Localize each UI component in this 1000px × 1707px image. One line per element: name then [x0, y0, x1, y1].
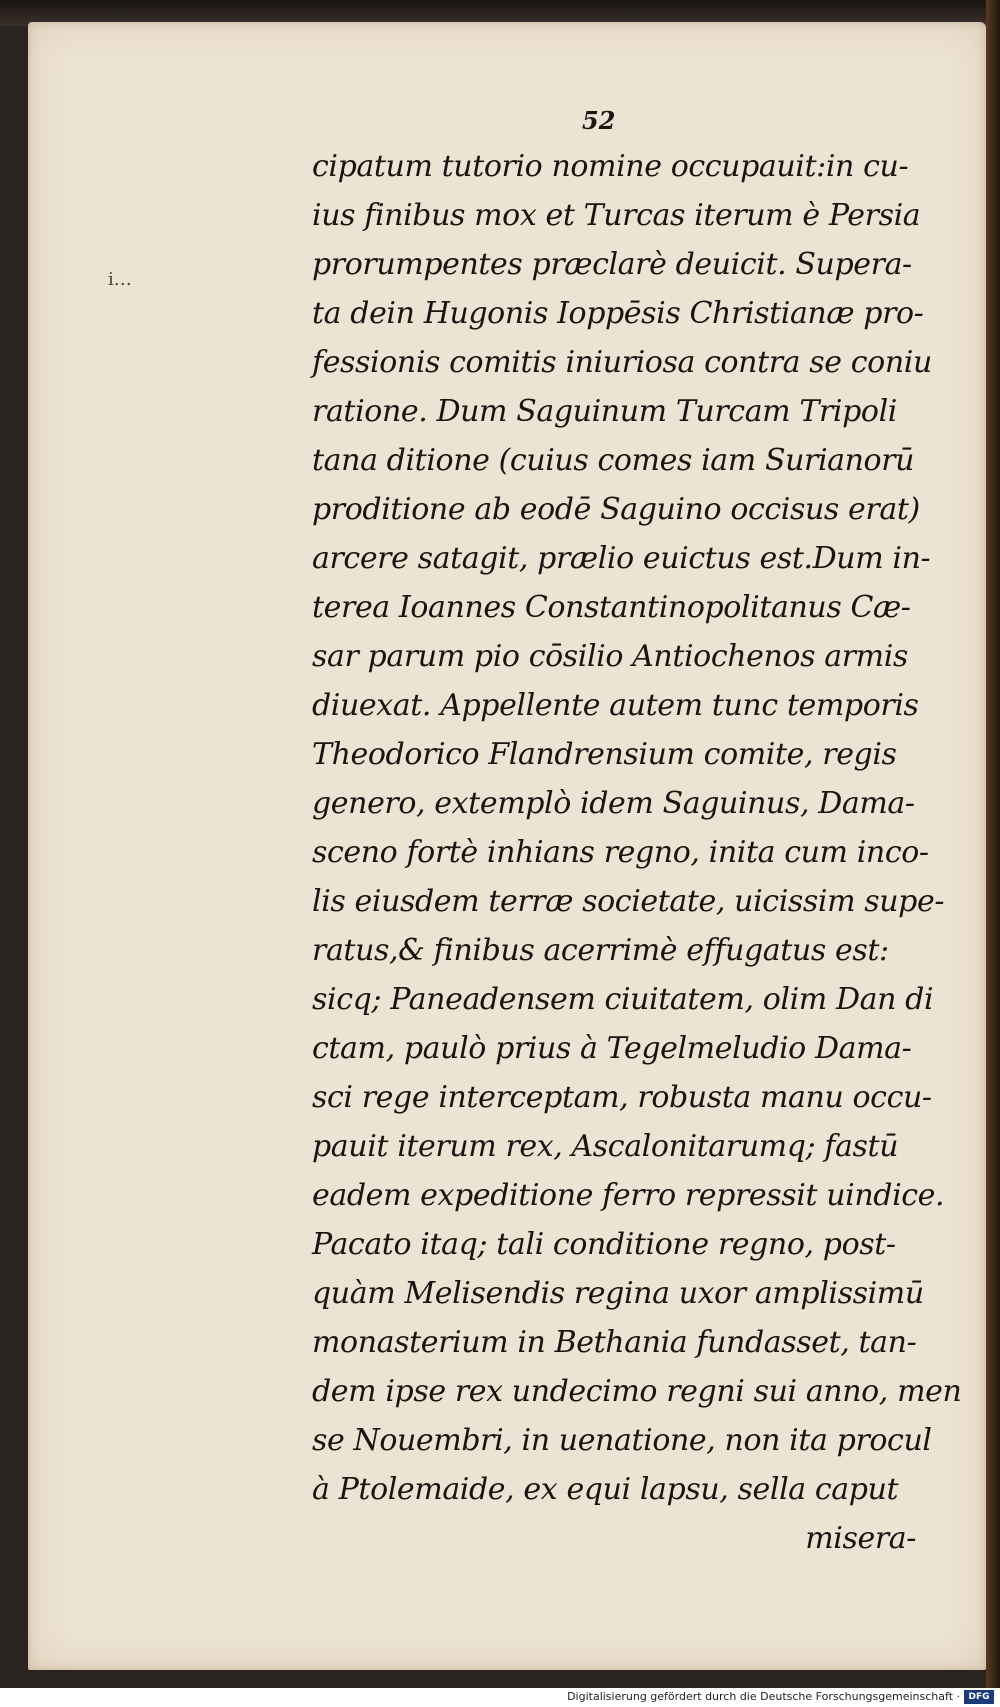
text-line: ius finibus mox et Turcas iterum è Persia	[312, 198, 921, 233]
text-line: tana ditione (cuius comes iam Surianorū	[312, 443, 915, 478]
digitization-credit: Digitalisierung gefördert durch die Deutsche Forschungsgemeinschaft ·	[567, 1690, 960, 1703]
text-line: genero, extemplò idem Saguinus, Dama-	[312, 786, 915, 821]
text-line: se Nouembri, in uenatione, non ita procul	[312, 1423, 932, 1458]
catchword-line: misera-	[805, 1521, 916, 1556]
text-line: sar parum pio cōsilio Antiochenos armis	[312, 639, 908, 674]
text-line: dem ipse rex undecimo regni sui anno, men	[312, 1374, 962, 1409]
margin-annotation: i…	[108, 269, 132, 290]
text-line: ta dein Hugonis Ioppēsis Christianæ pro-	[312, 296, 924, 331]
text-line: diuexat. Appellente autem tunc temporis	[312, 688, 919, 723]
text-line: fessionis comitis iniuriosa contra se coniu	[312, 345, 932, 380]
text-line: arcere satagit, prælio euictus est.Dum in-	[312, 541, 931, 576]
text-line: à Ptolemaide, ex equi lapsu, sella caput	[312, 1472, 899, 1507]
text-line: ctam, paulò prius à Tegelmeludio Dama-	[312, 1031, 912, 1066]
text-line: quàm Melisendis regina uxor amplissimū	[312, 1276, 924, 1311]
text-line: sceno fortè inhians regno, inita cum inco-	[312, 835, 929, 870]
text-line: lis eiusdem terræ societate, uicissim supe-	[312, 884, 945, 919]
text-line: terea Ioannes Constantinopolitanus Cæ-	[312, 590, 911, 625]
text-line: Pacato itaq; tali conditione regno, post-	[312, 1227, 896, 1262]
text-line: proditione ab eodē Saguino occisus erat)	[312, 492, 920, 527]
text-line: Theodorico Flandrensium comite, regis	[312, 737, 897, 772]
text-line: cipatum tutorio nomine occupauit:in cu-	[312, 149, 909, 184]
text-line: ratus,& finibus acerrimè effugatus est:	[312, 933, 889, 968]
text-line: pauit iterum rex, Ascalonitarumq; fastū	[312, 1129, 899, 1164]
book-spine-edge	[986, 0, 1000, 1690]
text-line: sci rege interceptam, robusta manu occu-	[312, 1080, 932, 1115]
text-line: monasterium in Bethania fundasset, tan-	[312, 1325, 917, 1360]
text-line: sicq; Paneadensem ciuitatem, olim Dan di	[312, 982, 934, 1017]
text-line: prorumpentes præclarè deuicit. Supera-	[312, 247, 912, 282]
text-line: ratione. Dum Saguinum Turcam Tripoli	[312, 394, 897, 429]
page-number: 52	[582, 106, 616, 135]
text-line: eadem expeditione ferro repressit uindice.	[312, 1178, 945, 1213]
dfg-logo: DFG	[964, 1690, 994, 1704]
page-text-block	[312, 142, 962, 1556]
